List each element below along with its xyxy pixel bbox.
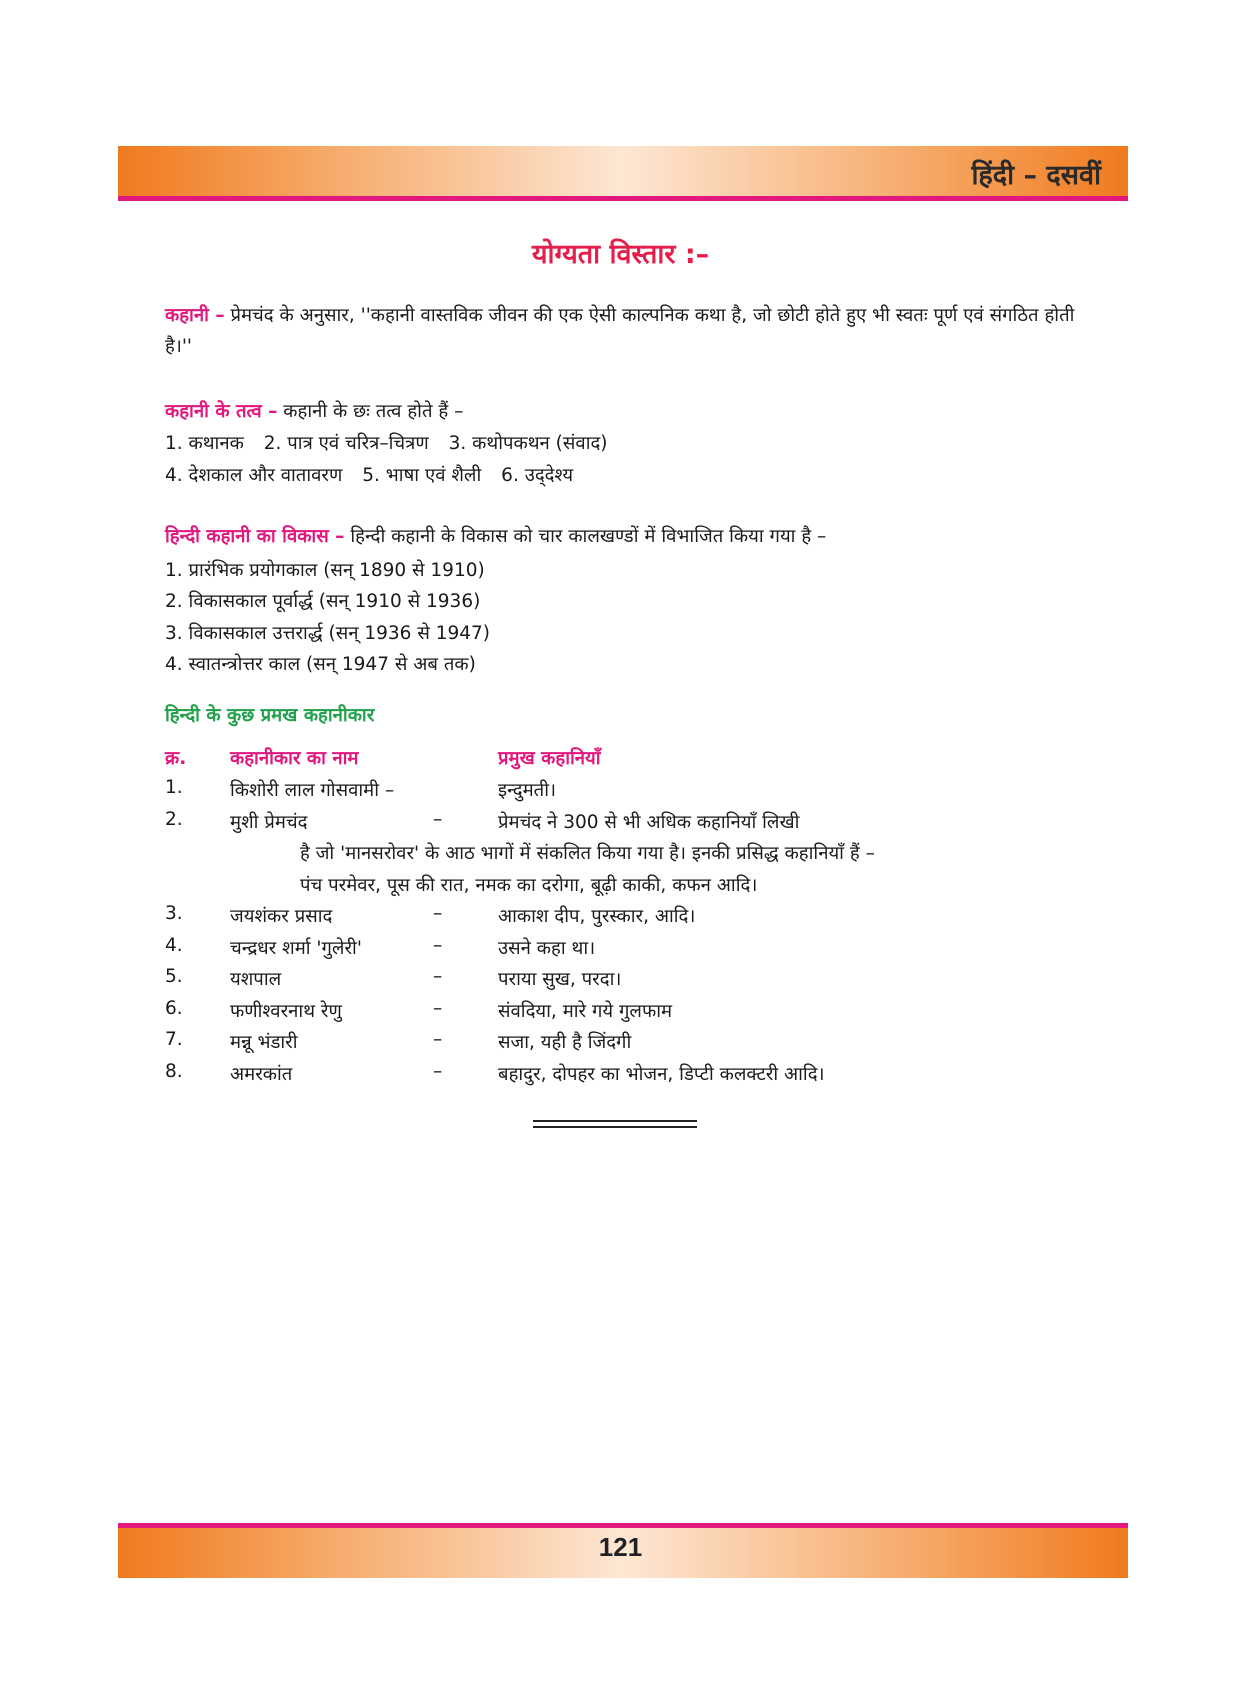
row-works: प्रेमचंद ने 300 से भी अधिक कहानियाँ लिखी [498,812,800,833]
vikas-text: हिन्दी कहानी के विकास को चार कालखण्डों में विभाजित किया गया है – [350,526,827,547]
row-dash: – [433,1061,443,1082]
row-sn: 3. [165,903,183,924]
row-dash: – [433,809,443,830]
end-rule-bottom [533,1126,697,1128]
tatva-intro [165,396,1090,427]
row-sn: 4. [165,935,183,956]
kahani-text: प्रेमचंद के अनुसार, ''कहानी वास्तविक जीवन की एक ऐसी काल्पनिक कथा है, जो छोटी होते हुए भी स्वतः पूर्ण एवं संगठित होती है।'' [165,305,1075,357]
premchand-continuation: है जो 'मानसरोवर' के आठ भागों में संकलित किया गया है। इनकी प्रसिद्ध कहानियाँ हैं – [300,843,875,864]
row-sn: 7. [165,1029,183,1050]
row-sn: 1. [165,777,183,798]
row-name: मन्नू भंडारी [230,1032,298,1053]
kahani-definition [165,300,1090,362]
row-works: पराया सुख, परदा। [498,969,622,990]
row-works: संवदिया, मारे गये गुलफाम [498,1001,673,1022]
row-name: मुशी प्रेमचंद [230,812,308,833]
vikas-intro [165,521,1090,552]
row-dash: – [433,903,443,924]
tatva-line-1 [165,430,622,455]
tatva-item: 4. देशकाल और वातावरण [165,465,343,486]
kahani-lead: कहानी – [165,305,225,326]
row-works: उसने कहा था। [498,938,596,959]
row-works: इन्दुमती। [498,780,557,801]
row-name: फणीश्वरनाथ रेणु [230,1001,342,1022]
row-works: सजा, यही है जिंदगी [498,1032,632,1053]
page-number: 121 [598,1532,643,1562]
row-dash: – [433,966,443,987]
row-dash: – [433,998,443,1019]
row-sn: 8. [165,1061,183,1082]
book-title: हिंदी – दसवीं [971,160,1101,191]
tatva-line-2 [165,462,587,487]
table-header-name: कहानीकार का नाम [230,748,359,769]
row-dash: – [433,1029,443,1050]
row-works: बहादुर, दोपहर का भोजन, डिप्टी कलक्टरी आदि। [498,1064,825,1085]
row-sn: 5. [165,966,183,987]
row-name: अमरकांत [230,1064,293,1085]
vikas-item: 3. विकासकाल उत्तरार्द्ध (सन् 1936 से 1947) [165,623,490,644]
vikas-item: 1. प्रारंभिक प्रयोगकाल (सन् 1890 से 1910) [165,560,485,581]
section-title: योग्यता विस्तार :– [531,239,710,270]
row-sn: 2. [165,809,183,830]
table-header-sn: क्र. [165,748,187,769]
header-divider [118,196,1128,201]
row-works: आकाश दीप, पुरस्कार, आदि। [498,906,696,927]
table-header-works: प्रमुख कहानियाँ [498,748,601,769]
row-name: चन्द्रधर शर्मा 'गुलेरी' [230,938,362,959]
vikas-lead: हिन्दी कहानी का विकास – [165,526,345,547]
tatva-item: 5. भाषा एवं शैली [362,465,482,486]
tatva-item: 2. पात्र एवं चरित्र–चित्रण [263,433,429,454]
tatva-item: 1. कथानक [165,433,244,454]
row-dash: – [433,935,443,956]
tatva-item: 6. उद्‌देश्य [501,465,574,486]
tatva-text: कहानी के छः तत्व होते हैं – [283,401,464,422]
row-name: यशपाल [230,969,282,990]
tatva-lead: कहानी के तत्व – [165,401,278,422]
row-name: किशोरी लाल गोसवामी – [230,780,395,801]
row-name: जयशंकर प्रसाद [230,906,333,927]
row-sn: 6. [165,998,183,1019]
end-rule-top [533,1120,697,1122]
tatva-item: 3. कथोपकथन (संवाद) [448,433,608,454]
vikas-item: 2. विकासकाल पूर्वार्द्ध (सन् 1910 से 1936) [165,591,481,612]
premchand-continuation: पंच परमेवर, पूस की रात, नमक का दरोगा, बूढ़ी काकी, कफन आदि। [300,875,758,896]
kahanikar-heading: हिन्दी के कुछ प्रमख कहानीकार [165,705,375,726]
vikas-item: 4. स्वातन्त्रोत्तर काल (सन् 1947 से अब तक) [165,654,476,675]
